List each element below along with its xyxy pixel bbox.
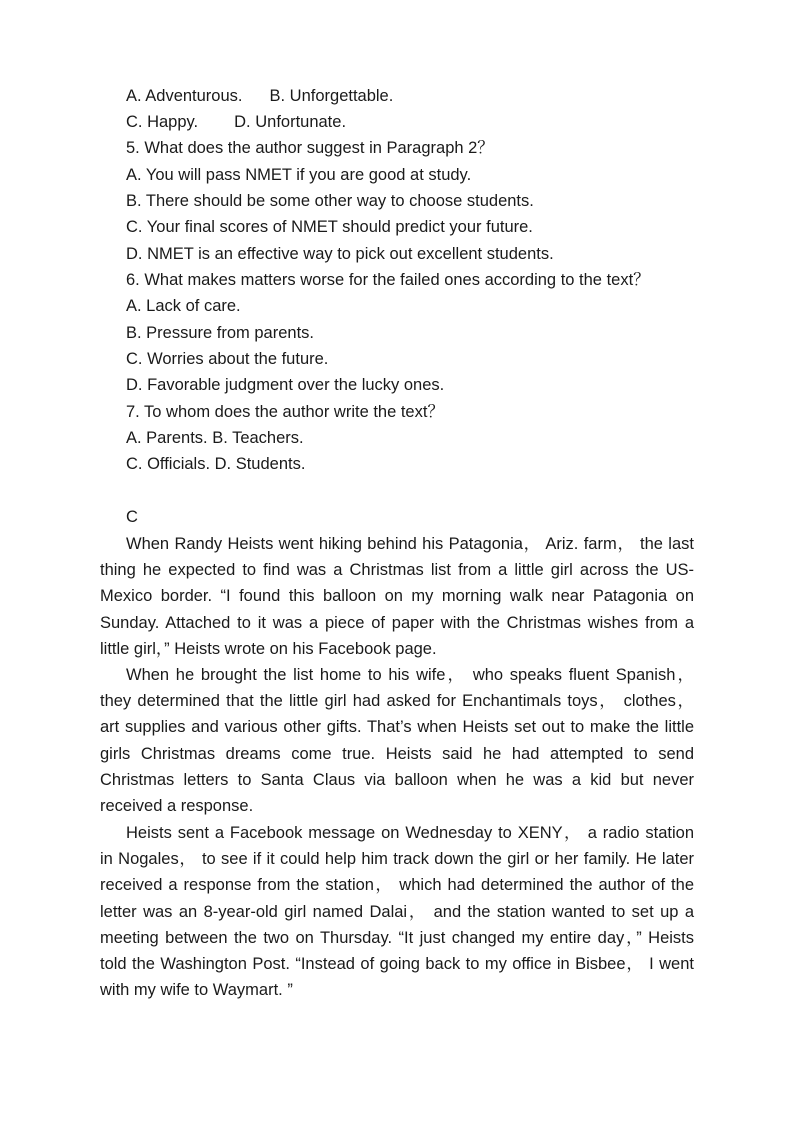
q4-option-b: B. Unforgettable. — [269, 87, 394, 105]
q6-option-b: B. Pressure from parents. — [126, 324, 314, 342]
q5-option-a: A. You will pass NMET if you are good at study. — [126, 166, 472, 184]
q7-question: 7. To whom does the author write the text？ — [126, 403, 444, 421]
q6-option-c: C. Worries about the future. — [126, 350, 329, 368]
q5-option-c: C. Your final scores of NMET should predict your future. — [126, 218, 533, 236]
q7-options-cd: C. Officials. D. Students. — [126, 455, 306, 473]
q4-options-cd — [126, 112, 346, 132]
q4-option-c: C. Happy. — [126, 113, 199, 131]
q4-option-d: D. Unfortunate. — [234, 113, 347, 131]
passage-paragraph-1: When Randy Heists went hiking behind his Patagonia， Ariz. farm， the last thing he expected to find was a Christmas list from a little girl across the US-Mexico border. “I found this balloon on my morning walk near Patagonia on Sunday. Attached to it was a piece of paper with the Christmas wishes from a little girl，” Heists wrote on his Facebook page. — [100, 535, 694, 658]
q4-options-ab — [126, 86, 393, 106]
q6-option-a: A. Lack of care. — [126, 297, 241, 315]
passage-paragraph-3: Heists sent a Facebook message on Wednesday to XENY， a radio station in Nogales， to see if it could help him track down the girl or her family. He later received a response from the station， which had determined the author of the letter was an 8-year-old girl named Dalai， and the station wanted to set up a meeting between the two on Thursday. “It just changed my entire day，” Heists told the Washington Post. “Instead of going back to my office in Bisbee， I went with my wife to Waymart. ” — [100, 824, 694, 1000]
q5-question: 5. What does the author suggest in Paragraph 2？ — [126, 139, 494, 157]
passage-paragraph-2: When he brought the list home to his wife， who speaks fluent Spanish， they determined that the little girl had asked for Enchantimals toys， clothes， art supplies and various other gifts. That’s when Heists set out to make the little girls Christmas dreams come true. Heists said he had attempted to send Christmas letters to Santa Claus via balloon when he was a kid but never received a response. — [100, 666, 694, 816]
q6-option-d: D. Favorable judgment over the lucky ones. — [126, 376, 445, 394]
q4-option-a: A. Adventurous. — [126, 87, 243, 105]
q5-option-b: B. There should be some other way to choose students. — [126, 192, 534, 210]
q5-option-d: D. NMET is an effective way to pick out excellent students. — [126, 245, 554, 263]
q6-question: 6. What makes matters worse for the failed ones according to the text？ — [126, 271, 650, 289]
section-c-heading: C — [126, 508, 138, 526]
q7-options-ab: A. Parents. B. Teachers. — [126, 429, 304, 447]
